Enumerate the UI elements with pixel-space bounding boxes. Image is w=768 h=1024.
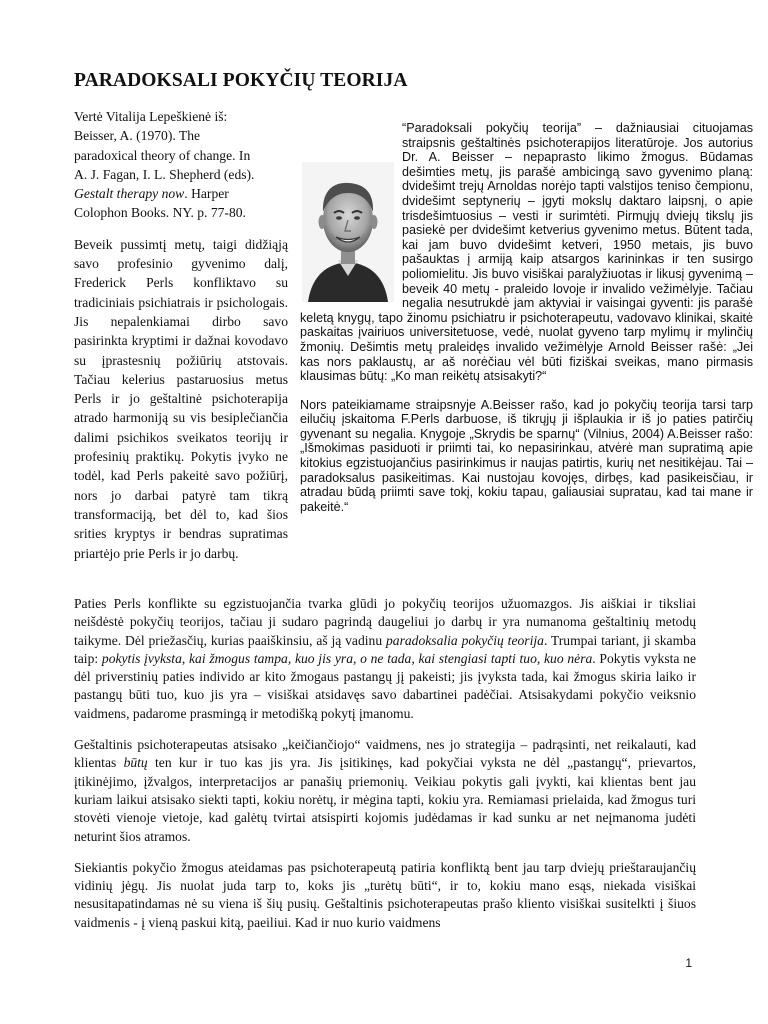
page-number: 1 [685,956,692,970]
reference-line: Beisser, A. (1970). The [74,128,201,144]
body-text: . Pokytis vyksta ne dėl priverstinių paties individo ar kito žmogaus pastangų jį pakeisti; jis įvyksta tada, kai žmogus skiria laiko ir pastangų būti tuo, kuo jis yra – visiškai atsidavęs savo dabartinei padėčiai. Atsisakydami pokyčio veiksnio vaidmens, padarome prasmingą ir metodišką pokytį įmanomu. [74,650,696,721]
body-paragraph [74,595,696,723]
body-text: Paties Perls konflikte su egzistuojančia tvarka glūdi jo pokyčių teorijos užuomazgos. Jis aiškiai ir tiksliai neišdėstė pokyčių teorijos, tačiau ji sudaro pagrindą daugeliui jo darbų ir yra numanoma geštaltinių metodų taikyme. Dėl priežasčių, kurias paaiškinsiu, aš ją vadinu [74,596,696,648]
book-title: Gestalt therapy now [74,186,185,202]
reference-line: Colophon Books. NY. p. 77-80. [74,205,246,221]
reference-text: . Harper [184,186,229,202]
article-body [74,595,696,945]
emphasis-word: būtų [123,755,148,771]
paragraph-spacer [300,384,753,398]
emphasis-term: paradoksalia pokyčių teorija [385,632,544,648]
body-text: ten kur ir tuo kas jis yra. Jis įsitikinęs, kad pokyčiai vyksta ne dėl „pastangų“, prievartos, įtikinėjimo, įžvalgos, interpretacijos ar panašių priemonių. Veikiau pokytis gali įvykti, kai klientas bent jau kuriam laikui atsisako siekti tapti, kokiu norėtų, ir mėgina tapti, kokiu yra. Remiamasi prielaida, kad žmogus turi stovėti vienoje vietoje, kad galėtų tvirtai atsispirti kojomis judėdamas ir kad sunku ar net neįmanoma judėti neturint šios atramos. [74,755,696,844]
reference-line: A. J. Fagan, I. L. Shepherd (eds). [74,166,255,182]
sidebar-paragraph: Nors pateikiamame straipsnyje A.Beisser rašo, kad jo pokyčių teorija tarsi tarp eilučių įskaitoma F.Perls darbuose, iš tikrųjų ji išplaukia ir iš jo paties patirčių gyvenant su negalia. Knygoje „Skrydis be sparnų“ (Vilnius, 2004) A.Beisser rašo: „Išmokimas pasiduoti ir priimti tai, ko nepasirinkau, atvėrė man supratimą apie kitokius egzistuojančius pasirinkimus ir naujas patirtis, kurių net nesitikėjau. Tai – paradoksalus pasikeitimas. Kai nustojau kovojęs, dirbęs, kad pasikeisčiau, ir atradau būdą priimti save tokį, kokiu tapau, galiausiai supratau, kad tai mane ir pakeitė.“ [300,397,753,514]
reference-line [74,184,288,203]
body-text: . Trumpai tariant, ji skamba taip: [74,632,696,666]
author-sidebar [300,121,753,514]
body-text: Geštaltinis psichoterapeutas atsisako „keičiančiojo“ vaidmens, nes jo strategija – padrąsinti, net reikalauti, kad klientas [74,737,696,771]
body-paragraph [74,736,696,846]
reference-line: paradoxical theory of change. In [74,147,251,163]
body-paragraph: Siekiantis pokyčio žmogus ateidamas pas psichoterapeutą patiria konfliktą bent jau tarp dviejų prieštaraujančių vidinių jėgų. Jis nuolat juda tarp to, koks jis „turėtų būti“, ir to, kokiu mano esąs, niekada visiškai nesusitapatindamas nė su viena iš šių pusių. Geštaltinis psichoterapeutas prašo kliento visiškai susitelkti į šiuos vaidmenis - į vieną paskui kitą, paeiliui. Kad ir nuo kurio vaidmens [74,859,696,930]
translation-reference [74,107,288,223]
sidebar-paragraph: “Paradoksali pokyčių teorija” – dažniausiai cituojamas straipsnis geštaltinės psichoterapijos literatūroje. Jos autorius Dr. A. Beisser – nepaprasto likimo žmogus. Būdamas dešimties metų, jis parašė ambicingą savo gyvenimo planą: dvidešimt trejų Arnoldas norėjo tapti valstijos teniso čempionu, dvidešimt septynerių – įgyti mokslų daktaro laipsnį, o apie trisdešimtuosius – vesti ir surimtėti. Pirmųjų dviejų tikslų jis pasiekė per dvidešimt ketverius gyvenimo metus. Būtent tada, kai jam buvo dvidešimt ketveri, 1950 metais, jis buvo pašauktas į armiją kaip atsargos karininkas ir ten susirgo poliomielitu. Jis buvo visiškai paralyžiuotas ir likusį gyvenimą – beveik 40 metų - praleido lovoje ir invalido vežimėlyje. Tačiau negalia nesutrukdė jam aktyviai ir vaisingai gyventi: jis parašė keletą knygų, tapo žinomu psichiatru ir psichoterapeutu, vadovavo klinikai, skaitė paskaitas įvairiuos universitetuose, vedė, nuolat gyveno tarp mylimų ir mylinčių žmonių. Dešimtis metų praleidęs invalido vežimėlyje Arnold Beisser rašė: „Jei kas nors paklaustų, ar aš norėčiau vėl būti fiziškai sveikas, mano pirmasis klausimas būtų: „Ko man reikėtų atsisakyti?“ [300,121,753,384]
intro-paragraph: Beveik pussimtį metų, taigi didžiąją savo profesinio gyvenimo dalį, Frederick Perls konfliktavo su tradiciniais psichiatrais ir psichologais. Jis nepalenkiamai dirbo savo pasirinkta kryptimi ir dažnai kovodavo su įprastesnių požiūrių atstovais. Tačiau kelerius pastaruosius metus Perls ir jo geštaltinė psichoterapija atrado harmoniją su vis besiplečiančia dalimi psichikos sveikatos teorijų ir profesinių praktikų. Pokytis įvyko ne todėl, kad Perls pakeitė savo požiūrį, nors jo darbai patyrė tam tikrą transformaciją, bet dėl to, kad šios srities kryptys ir bendras supratimas priartėjo prie Perls ir jo darbų. [74,236,288,561]
left-column [74,107,288,563]
emphasis-definition: pokytis įvyksta, kai žmogus tampa, kuo jis yra, o ne tada, kai stengiasi tapti tuo, kuo nėra [101,650,593,666]
article-title: PARADOKSALI POKYČIŲ TEORIJA [74,70,408,91]
author-portrait [302,162,394,302]
reference-line: Vertė Vitalija Lepeškienė iš: [74,109,228,124]
